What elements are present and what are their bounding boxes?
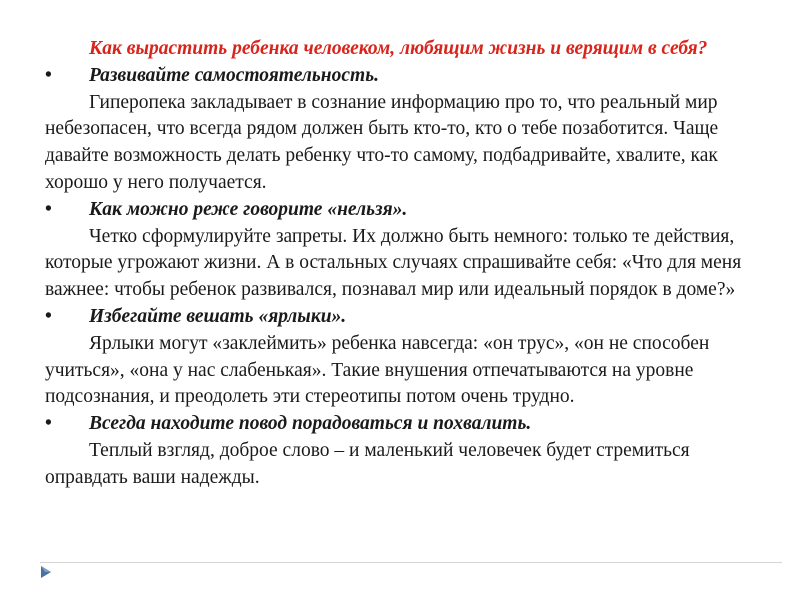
section-paragraph-2: Четко сформулируйте запреты. Их должно быть немного: только те действия, которые угрожают жизни. А в остальных случаях спрашивайте себя: «Что для меня важнее: чтобы ребенок развивался, познавал мир или идеальный порядок в доме?»: [45, 225, 742, 301]
section-heading-3: [45, 304, 757, 331]
section-heading-2: [45, 197, 757, 224]
section-heading-text: Всегда находите повод порадоваться и похвалить.: [89, 413, 532, 435]
section-heading-1: [45, 63, 757, 90]
triangle-arrow-icon: [38, 565, 52, 579]
footer-divider: [40, 562, 782, 563]
section-heading-4: [45, 411, 757, 438]
section-paragraph-4: Теплый взгляд, доброе слово – и маленький человечек будет стремиться оправдать ваши надежды.: [45, 439, 690, 488]
slide-content: [45, 36, 757, 492]
section-paragraph-3: Ярлыки могут «заклеймить» ребенка навсегда: «он трус», «он не способен учиться», «она у нас слабенькая». Такие внушения отпечатываются на уровне подсознания, и преодолеть эти стереотипы потом очень трудно.: [45, 332, 710, 408]
bullet-marker: •: [45, 413, 52, 435]
bullet-marker: •: [45, 305, 52, 327]
section-paragraph-1: Гиперопека закладывает в сознание информацию про то, что реальный мир небезопасен, что всегда рядом должен быть кто-то, кто о тебе позаботится. Чаще давайте возможность делать ребенку что-то самому, подбадривайте, хвалите, как хорошо у него получается.: [45, 91, 719, 193]
bullet-marker: •: [45, 64, 52, 86]
section-heading-text: Избегайте вешать «ярлыки».: [89, 305, 347, 327]
section-heading-text: Развивайте самостоятельность.: [89, 64, 379, 86]
bullet-marker: •: [45, 198, 52, 220]
section-heading-text: Как можно реже говорите «нельзя».: [89, 198, 408, 220]
slide-title: Как вырастить ребенка человеком, любящим жизнь и верящим в себя?: [89, 38, 708, 59]
